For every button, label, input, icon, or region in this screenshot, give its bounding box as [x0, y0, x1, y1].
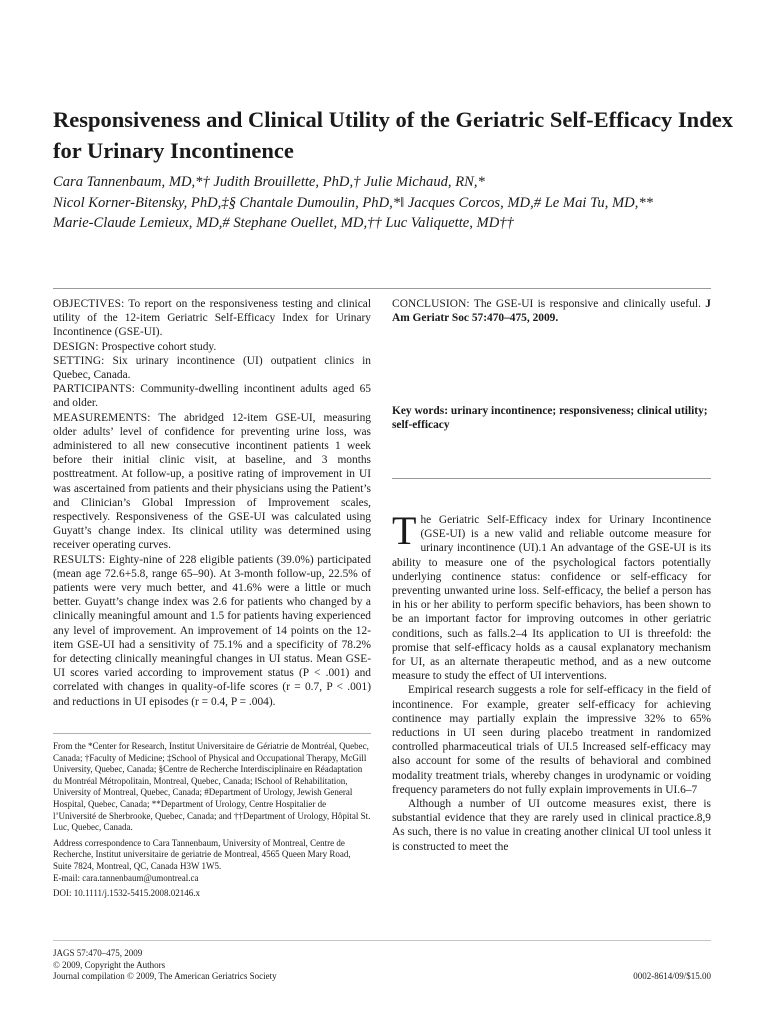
abstract-column-right — [392, 297, 711, 325]
section-text: Six urinary incontinence (UI) outpatient clinics in Quebec, Canada. — [53, 354, 371, 382]
paragraph-text: he Geriatric Self-Efficacy index for Urinary Incontinence (GSE-UI) is a new valid and reliable outcome measure for urinary incontinence (UI).1 An advantage of the GSE-UI is its ability to measure one of the psychological factors potentially underlying continence status: confidence or self-efficacy for preventing unwanted urine loss. Self-efficacy, the belief a person has in his or her ability to perform specific behaviors, has been shown to be an important factor for improving outcomes in other geriatric conditions, such as falls.2–4 Its application to UI is threefold: the promise that self-efficacy holds as a causal explanatory mechanism for UI, as an alternate therapeutic method, and as a new outcome measure to study the effect of UI interventions. — [392, 514, 711, 683]
abstract-measurements — [53, 411, 371, 553]
author-line: Cara Tannenbaum, MD,*† Judith Brouillette, PhD,† Julie Michaud, RN,* — [53, 174, 485, 190]
section-text: The GSE-UI is responsive and clinically useful. — [473, 298, 701, 310]
body-paragraph — [392, 508, 711, 683]
correspondence-email: E-mail: cara.tannenbaum@umontreal.ca — [53, 872, 199, 883]
abstract-results — [53, 553, 371, 709]
abstract-participants — [53, 382, 371, 410]
abstract-design — [53, 340, 371, 354]
correspondence-address — [53, 838, 371, 884]
journal-code: 0002-8614/09/$15.00 — [633, 971, 711, 981]
section-text: To report on the responsiveness testing and clinical utility of the 12-item Geriatric Self-Efficacy Index for Urinary Incontinence (GSE-UI). — [53, 298, 371, 339]
keywords-label: Key words: — [392, 405, 448, 417]
author-line: Nicol Korner-Bitensky, PhD,‡§ Chantale Dumoulin, PhD,*‖ Jacques Corcos, MD,# Le Mai Tu, MD,** — [53, 194, 653, 211]
drop-cap: T — [392, 508, 417, 553]
affiliations-text: From the *Center for Research, Institut Universitaire de Gériatrie de Montréal, Quebec, Canada; †Faculty of Medicine; ‡School of Physical and Occupational Therapy, McGill University, Quebec, Canada; §Centre de Recherche Interdisciplinaire en Réadaptation du Montréal Métropolitain, Montreal, Quebec, Canada; ‖School of Rehabilitation, University of Montreal, Quebec, Canada; #Department of Urology, Jewish General Hospital, Quebec, Canada; **Department of Urology, Centre Hospitalier de l’Université de Sherbrooke, Quebec, Canada; and ††Department of Urology, Hôpital St. Luc, Quebec, Canada. — [53, 741, 371, 833]
section-text: The abridged 12-item GSE-UI, measuring older adults’ level of confidence for preventing urine loss, was administered to all new consecutive incontinent patients 1 week before their initial clinic visit, at baseline, and 3 months posttreatment. At follow-up, a positive rating of improvement in UI was ascertained from patients and their physicians using the Patient’s and Clinician’s Global Impression of Improvement scales, respectively. Responsiveness of the GSE-UI was calculated using Guyatt’s change index. Its clinical utility was determined using receiver operating curves. — [53, 411, 371, 552]
divider — [392, 478, 711, 479]
journal-footer — [53, 948, 373, 983]
section-text: Prospective cohort study. — [101, 340, 217, 353]
author-list — [53, 172, 743, 234]
correspondence-text: Address correspondence to Cara Tannenbaum, University of Montreal, Centre de Recherche, Institut universitaire de geriatrie de Montreal, 4565 Queen Mary Road, Suite 7824, Montreal, QC, Canada H3W 1W5. — [53, 837, 351, 871]
keywords-text: urinary incontinence; responsiveness; clinical utility; self-efficacy — [392, 405, 708, 432]
affiliation-notes — [53, 741, 371, 904]
section-label: SETTING: — [53, 354, 105, 367]
copyright: © 2009, Copyright the Authors — [53, 959, 166, 970]
article-title: Responsiveness and Clinical Utility of the Geriatric Self-Efficacy Index for Urinary Incontinence — [53, 107, 733, 163]
divider — [53, 733, 371, 734]
section-text: Eighty-nine of 228 eligible patients (39.0%) participated (mean age 72.6+5.8, range 65–90). At 3-month follow-up, 22.5% of patients were very much better, and 41.6% were a little or much better. Guyatt’s change index was 2.6 for patients who changed by a clinically meaningful amount and 1.5 for patients having experienced any level of improvement. An improvement of 14 points on the 12-item GSE-UI had a sensitivity of 75.1% and a specificity of 78.2% for detecting clinically meaningful changes in UI status. Mean GSE-UI scores varied according to improvement status (P < .001) and correlated with changes in quality-of-life scores (r = 0.7, P < .001) and reductions in UI episodes (r = 0.4, P = .004). — [53, 553, 371, 708]
compilation: Journal compilation © 2009, The American Geriatrics Society — [53, 971, 277, 982]
article-body — [392, 508, 711, 854]
section-label: CONCLUSION: — [392, 298, 470, 310]
abstract-citation: J Am Geriatr Soc 57:470–475, 2009. — [392, 298, 711, 325]
keywords — [392, 404, 711, 432]
body-paragraph: Although a number of UI outcome measures exist, there is substantial evidence that they are rarely used in clinical practice.8,9 As such, there is no value in creating another clinical UI tool unless it is constructed to meet the — [392, 798, 711, 853]
journal-citation: JAGS 57:470–475, 2009 — [53, 948, 143, 958]
abstract-conclusion — [392, 297, 711, 325]
section-label: OBJECTIVES: — [53, 298, 125, 310]
section-label: RESULTS: — [53, 553, 106, 566]
author-line: Marie-Claude Lemieux, MD,# Stephane Ouellet, MD,†† Luc Valiquette, MD†† — [53, 215, 514, 231]
section-text: Community-dwelling incontinent adults aged 65 and older. — [53, 383, 371, 410]
section-label: MEASUREMENTS: — [53, 411, 151, 424]
section-label: PARTICIPANTS: — [53, 383, 136, 396]
abstract-column-left — [53, 297, 371, 709]
section-label: DESIGN: — [53, 340, 99, 353]
doi: DOI: 10.1111/j.1532-5415.2008.02146.x — [53, 888, 200, 899]
body-paragraph: Empirical research suggests a role for self-efficacy in the field of incontinence. For example, greater self-efficacy for achieving continence may partially explain the impressive 32% to 65% reductions in UI seen during placebo treatment in randomized controlled pharmaceutical trials of UI.5 Increased self-efficacy may also account for some of the results of behavioral and combined modality treatment trials, whereby changes in urodynamic or voiding frequency parameters do not fully explain improvements in UI.6–7 — [392, 684, 711, 796]
abstract-setting — [53, 354, 371, 382]
abstract-objectives — [53, 297, 371, 340]
divider — [53, 940, 711, 941]
divider — [53, 288, 711, 289]
